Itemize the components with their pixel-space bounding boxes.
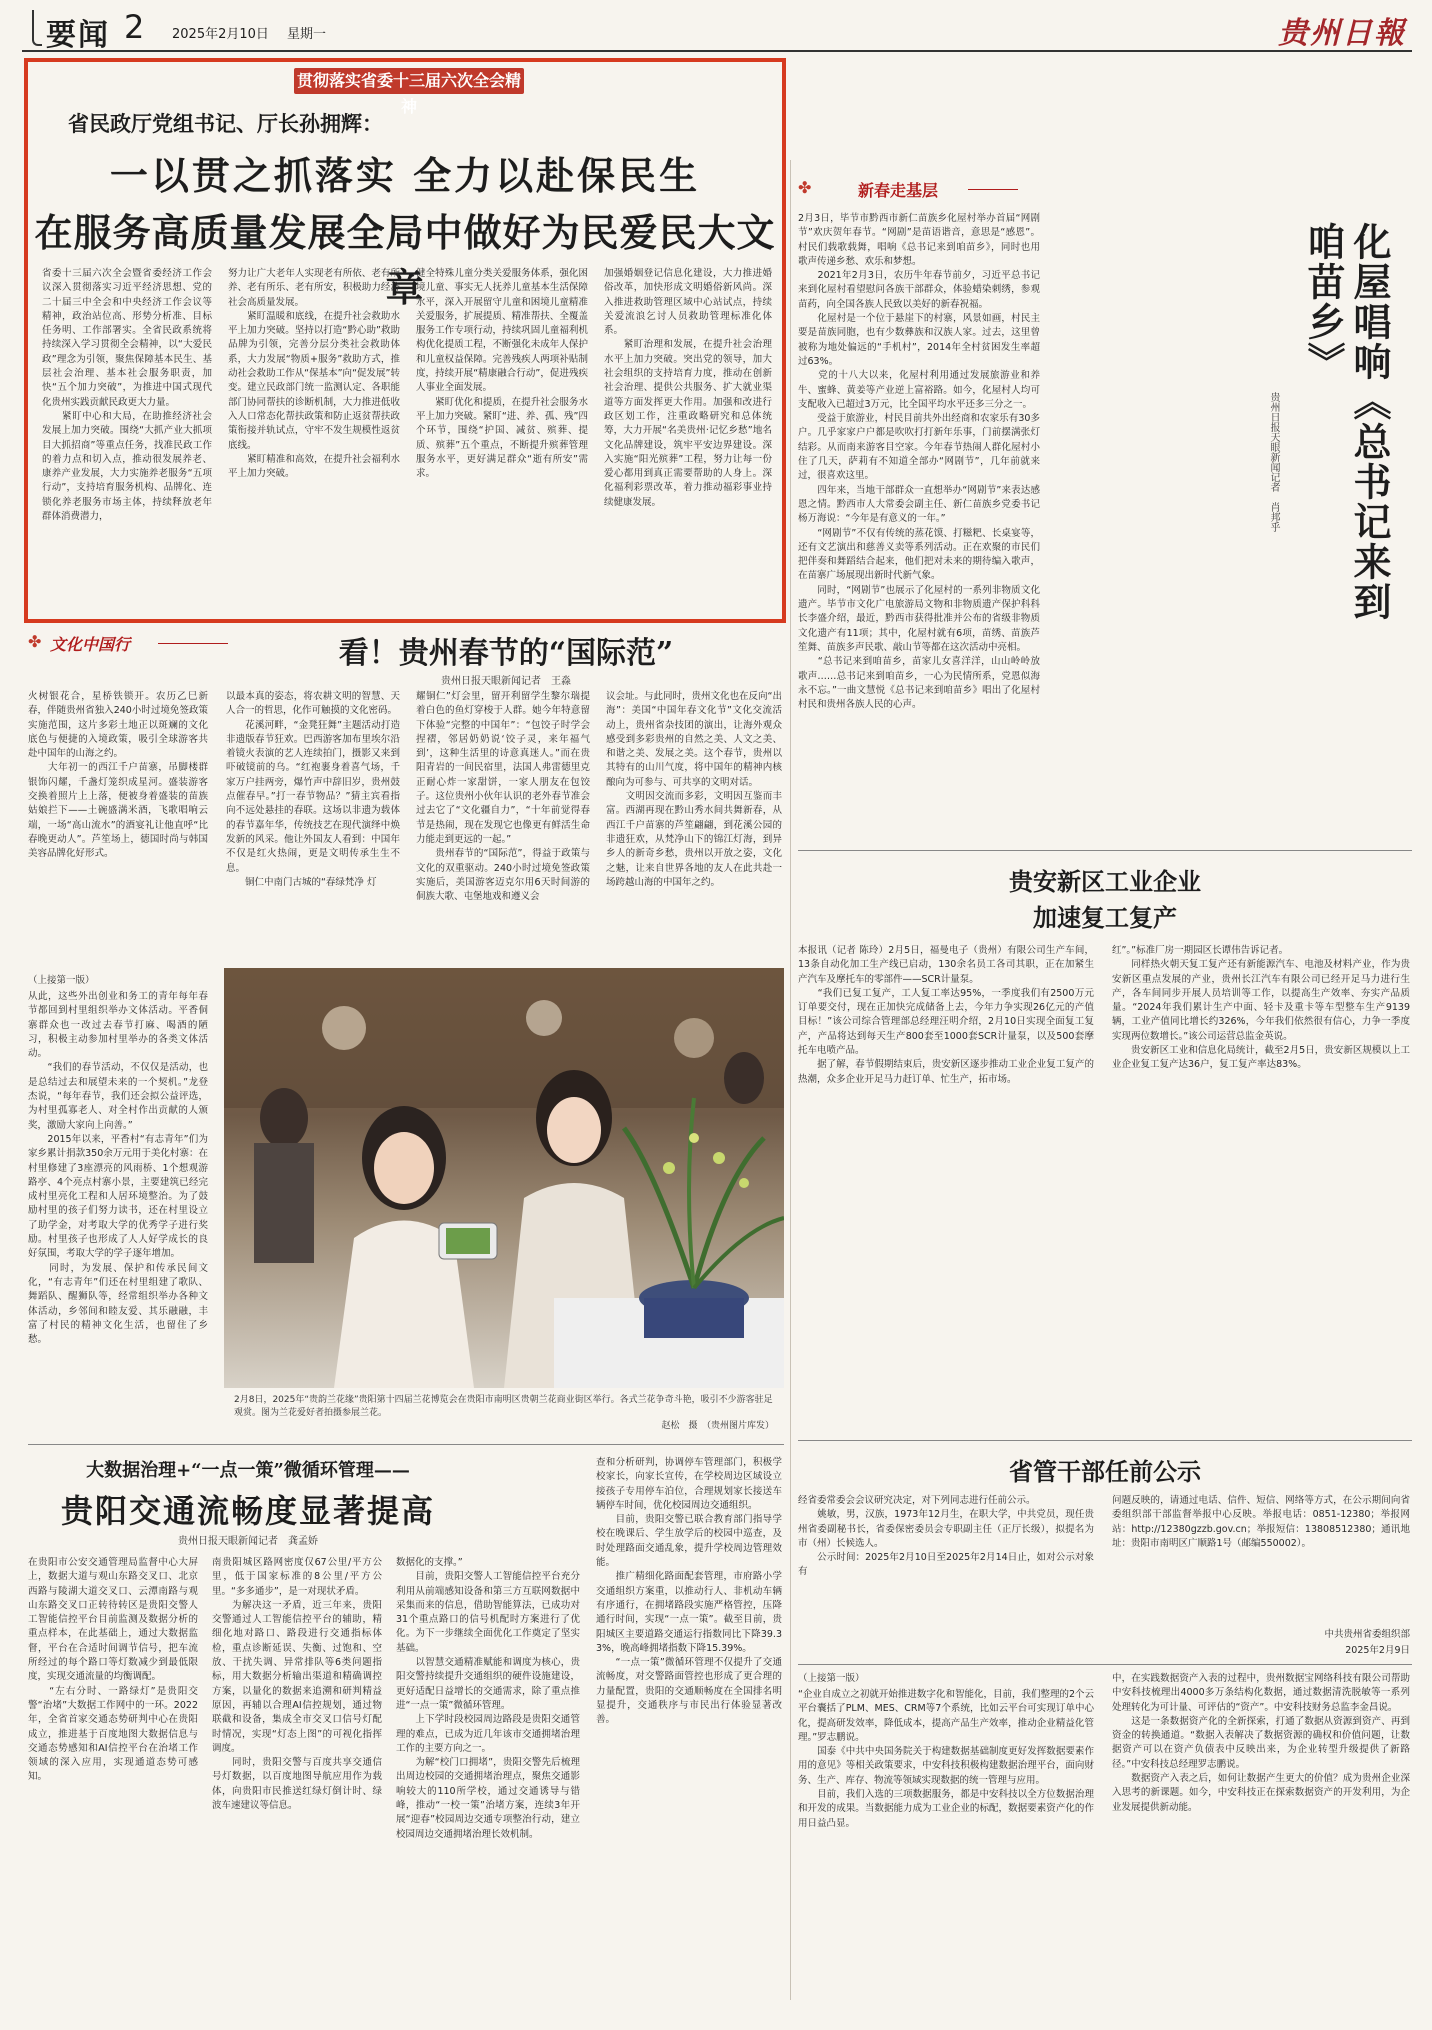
gongshi-col-1: 经省委常委会会议研究决定，对下列同志进行任前公示。 姚敏，男，汉族，1973年12月生，在职大学，中共党员，现任贵州省委副秘书长，省委保密委员会专职副主任（正厅长级），拟提名为市（州）长候选人。 公示时间：2025年2月10日至2025年2月14日止，如对公示对象有: [798, 1495, 1094, 1578]
right-column-divider: [790, 160, 791, 2000]
lead-title-line1: 一以贯之抓落实 全力以赴保民生: [109, 153, 701, 198]
lead-title-line2: 在服务高质量发展全局中做好为民爱民大文章: [34, 210, 776, 310]
section-bracket-icon: [32, 10, 42, 46]
xc-tag-rule: [968, 189, 1018, 190]
photo-orchid: [224, 968, 784, 1388]
traffic-title: 贵阳交通流畅度显著提高: [60, 1492, 435, 1530]
lead-article-box: [24, 58, 786, 623]
section-title: 要闻: [46, 18, 110, 53]
traffic-byline: 贵州日报天眼新闻记者 龚孟娇: [178, 1536, 318, 1547]
gongshi-title: 省管干部任前公示: [1009, 1457, 1201, 1486]
guian-title-line2: 加速复工复产: [1033, 903, 1177, 932]
page-number: 2: [124, 8, 145, 46]
masthead-logo: 贵州日報: [1278, 16, 1406, 51]
xc-body: 2月3日，毕节市黔西市新仁苗族乡化屋村举办首届“网剧节”欢庆贺年春节。“网剧”是苗语谐音，意思是“感恩”。村民们载歌载舞，唱响《总书记来到咱苗乡》，同时也用歌声传递乡愁、欢乐和梦想。 2021年2月3日，农历牛年春节前夕，习近平总书记来到化屋村看望慰问各族干部群众，体验蜡染刺绣，参观苗药，向全国各族人民致以美好的新春祝福。 化屋村是一个位于悬崖下的村寨，风景如画，村民主要是苗族同胞，也有少数彝族和汉族人家。过去，这里曾被称为地处偏远的“手机村”，2014年全村贫困发生率超过63%。 党的十八大以来，化屋村利用通过发展旅游业和养牛、蜜蜂、黄姜等产业逆上富裕路。如今，化屋村人均可支配收入已超过3万元，比全国平均水平还多三分之一。 受益于旅游业，村民目前共外出经商和农家乐有30多户。几乎家家户户都是吹吹打打新年乐事，门前摆满张灯结彩。从而南来游客目空家。今年春节热闹人群化屋村小住了几天，萨莉有不知道全部办“网剧节”，几年前就来过，很喜欢这里。 四年来，当地干部群众一直想举办“网剧节”来表达感恩之情。黔西市人大常委会副主任、新仁苗族乡党委书记杨万海说：“今年是有意义的一年。” “网剧节”不仅有传统的蒸花馍、打糍粑、长桌宴等，还有文艺演出和慈善义卖等系列活动。正在欢聚的市民们把伴奏和舞蹈结合起来，他们把对未来的期待编入歌声，在苗寨广场展现出新时代新气象。 同时，“网剧节”也展示了化屋村的一系列非物质文化遗产。毕节市文化广电旅游局文物和非物质遗产保护科科长李盛介绍，最近，黔西市获得批准并公布的省级非物质文化遗产有11项；其中，化屋村就有6项，苗绣、苗族芦笙舞、苗族多声民歌、敲山节等都在这次活动中亮相。 “总书记来到咱苗乡，苗家儿女喜洋洋，山山岭岭放歌声……总书记来到咱苗乡，一心为民情所系，党恩似海永不忘。”一曲文慧悦《总书记来到咱苗乡》唱出了化屋村村民和贵州各族人民的心声。: [798, 213, 1040, 711]
br-col-2: 中，在实践数据资产入表的过程中，贵州数据宝网络科技有限公司帮助中安科技梳理出4000多万条结构化数据，通过数据清洗脱敏等一系列处理转化为可计量、可评估的“资产”。中安科技财务总监李金昌说。 这是一条数据资产化的全新探索，打通了数据从资源到资产、再到资金的转换通道。“数据入表解决了数据资源的确权和价值问题，让数据资产可以在资产负债表中反映出来，为企业转型升级提供了新路径。”中安科技总经理罗志鹏说。 数据资产入表之后，如何让数据产生更大的价值？成为贵州企业深入思考的新课题。如今，中安科技正在探索数据资产的开发利用，为企业发展提供新动能。: [1112, 1673, 1410, 1813]
br-continuation-label: （上接第一版）: [798, 1673, 865, 1684]
lead-col-3: 健全特殊儿童分类关爱服务体系，强化困境儿童、事实无人抚养儿童基本生活保障水平，深入开展留守儿童和困境儿童精准关爱服务，扩展提质、精准帮扶、全覆盖服务工作专项行动，持续巩固儿童福利机构优化提质工程，不断强化未成年人保护和儿童权益保障。完善残疾人两项补贴制度，持续开展“精康融合行动”，促进残疾人事业全面发展。 紧盯优化和提质，在提升社会服务水平上加力突破。紧盯“进、养、孤、残”四个环节，围绕“护国、减贫、殡葬、提质、殡葬”五个重点，不断提升殡葬管理服务水平，更好满足群众“逝有所安”需求。: [416, 268, 588, 480]
divider-guian-gongshi: [798, 1440, 1412, 1441]
guian-col-2: 红”。”标准厂房一期园区长谭伟告诉记者。 同样热火朝天复工复产还有新能源汽车、电池及材料产业，作为贵安新区重点发展的产业，贵州长江汽车有限公司已经开足马力进行生产，各车间同步开展人员培训等工作，以提高生产效率、夯实产品质量。“2024年我们累计生产中面、轻卡及重卡等车型整车生产9139辆，工业产值同比增长约326%，今年我们依然很有信心，力争一季度实现两位数增长。”该公司运营总监金英说。 贵安新区工业和信息化局统计，截至2月5日，贵安新区规模以上工业企业复工复产达36户，复工复产率达83%。: [1112, 945, 1410, 1071]
lantern-icon: ✤: [28, 632, 42, 651]
gongshi-signature: 中共贵州省委组织部: [1324, 1629, 1410, 1640]
lantern-icon: ✤: [798, 178, 812, 197]
photo-credit: 赵松 摄 （贵州图片库发）: [661, 1421, 774, 1431]
wenhua-tag-rule: [158, 643, 228, 644]
xc-column-tag: [798, 178, 1018, 202]
wenhua-col-4: 议会址。与此同时，贵州文化也在反向“出海”：美国“中国年春文化节”文化交流活动上，贵州省杂技团的演出，让海外观众感受到多彩贵州的自然之美、人文之美、和谐之美、发展之美。这个春节，贵州以其特有的山川气度，将中国年的精神内核酿向为可参与、可共享的文明对话。 文明因交流而多彩，文明因互鉴而丰富。西湖再现在黔山秀水间共舞新春，从西江千户苗寨的芦笙翩翩，到花溪公园的非遗狂欢，从梵净山下的锦江灯海，到异乡人的新奇乡愁，贵州以开放之姿，文化之魅，让来自世界各地的友人在此共赴一场跨越山海的中国年之约。: [606, 691, 782, 888]
divider-wenhua-traffic: [28, 1444, 784, 1445]
wenhua-col-2: 以最本真的姿态，将农耕文明的智慧、天人合一的哲思，化作可触摸的文化密码。 花溪河畔，“金凳狂舞”主题活动打造非遗版春节狂欢。巴西游客加布里埃尔沿着镜火表演的艺人连续拍门，摄影又来到吓破镜前的乌。“红袍裹身着喜气场，千家万户挂两旁，爆竹声中辞旧岁，贵州鼓点催春早。”打一春节物品？”猜主宾看指向不远处悬挂的春联。这场以非遗为载体的春节嘉年华，传统技艺在现代演绎中焕发新的风采。他让外国友人看到：中国年不仅是红火热闹，更是文明传承生生不息。 铜仁中南门古城的“春绿梵净 灯: [226, 691, 400, 888]
photo-caption-text: 2月8日，2025年“贵韵兰花缘”贵阳第十四届兰花博览会在贵阳市南明区贵朝兰花商业街区举行。各式兰花争奇斗艳，吸引不少游客驻足观赏。图为兰花爱好者拍摄参展兰花。: [234, 1395, 773, 1418]
wenhua-title: 看！贵州春节的“国际范”: [338, 636, 674, 671]
xc-tag-text: 新春走基层: [858, 181, 939, 200]
traffic-col-4: 查和分析研判，协调停车管理部门，积极学校家长，向家长宣传，在学校周边区域设立接孩子专用停车泊位，合理规划家长接送车辆停车时间，优化校园周边交通组织。 目前，贵阳交警已联合教育部门指导学校在晚课后、学生放学后的校园中巡查，及时处理路面交通乱象，提升学校周边管理效能。 推广精细化路面配套管理，市府路小学交通组织方案重，以推动行人、非机动车辆有序通行，在拥堵路段实施严格管控，压降通行时间，实现“一点一策”。截至目前，贵阳城区主要道路交通运行指数同比下降39.33%，晚高峰拥堵指数下降15.39%。 “一点一策”微循环管理不仅提升了交通流畅度，对交警路面管控也形成了更合理的力量配置，贵阳的交通顺畅度在全国排名明显提升，交通秩序与市民出行体验显著改善。: [596, 1457, 782, 1726]
lead-banner-text: 贯彻落实省委十三届六次全会精神: [296, 71, 521, 116]
lead-banner: [294, 68, 524, 116]
guian-title-line1: 贵安新区工业企业: [1009, 867, 1201, 896]
wenhua-tag-text: 文化中国行: [50, 635, 131, 654]
issue-date: 2025年2月10日: [172, 27, 269, 42]
divider-gongshi-bottom: [798, 1664, 1412, 1665]
traffic-col-3: 数据化的支撑。” 目前，贵阳交警人工智能信控平台充分利用从前端感知设备和第三方互联网数据中采集而来的信息，借助智能算法，已成功对31个重点路口的信号机配时方案进行了优化。为下一步继续全面优化工作奠定了坚实基础。 以智慧交通精准赋能和调度为核心，贵阳交警持续提升交通组织的硬件设施建设，更好适配日益增长的交通需求，除了重点推进“一点一策”微循环管理。 上下学时段校园周边路段是贵阳交通管理的难点，已成为近几年该市交通拥堵治理工作的主要方向之一。 为解“校门口拥堵”，贵阳交警先后梳理出周边校园的交通拥堵治理点，聚焦交通影响较大的110所学校，通过交通诱导与错峰，推动“一校一策”治堵方案，连续3年开展“迎春”校园周边交通专项整治行动，建立校园周边交通拥堵治理长效机制。: [396, 1557, 580, 1840]
lead-col-1: 省委十三届六次全会暨省委经济工作会议深入贯彻落实习近平经济思想、党的二十届三中全会和中央经济工作会议等精神，政治站位高、形势分析准、目标任务明、工作部署实。全省民政系统将持续深入学习贯彻全会精神，以“大爱民政”理念为引领，聚焦保障基本民生、基层社会治理、基本社会服务职责，加快“五个加力突破”，为推进中国式现代化贵州实践贡献民政更大力量。 紧盯中心和大局，在助推经济社会发展上加力突破。围绕“大抓产业大抓项目大抓招商”等重点任务，找准民政工作的着力点和切入点，推动很发展养老、康养产业发展，大力实施养老服务“五项行动”，支持培育服务机构、品牌化、连锁化养老服务市场主体，持续释放老年群体消费潜力，: [42, 268, 212, 523]
header-rule: [22, 50, 1412, 52]
xc-title: [1300, 222, 1400, 652]
traffic-col-2: 南贵阳城区路网密度仅67公里/平方公里，低于国家标准的8公里/平方公里。“多多通步”，是一对现状矛盾。 为解决这一矛盾，近三年来，贵阳交警通过人工智能信控平台的辅助，精细化地对路口、路段进行交通指标体检，重点诊断延误、失衡、过饱和、空放、干扰失调、异常排队等6类问题指标，用大数据分析输出渠道和精确调控方案，以量化的数据来追溯和研判精益原因，再辅以合理AI信控规划，通过物联截和设备，集成全市交叉口信号灯配时情况，实现“灯态上图”的可视化指挥调度。 同时，贵阳交警与百度共享交通信号灯数据，以百度地图导航应用作为载体，向贵阳市民推送红绿灯倒计时、绿波车速建议等信息。: [212, 1557, 382, 1812]
lead-kicker: 省民政厅党组书记、厅长孙拥辉：: [68, 111, 383, 136]
lead-col-2: 努力让广大老年人实现老有所依、老有所养、老有所乐、老有所安，积极助力经济社会高质量发展。 紧盯温暖和底线，在提升社会救助水平上加力突破。坚持以打造“黔心助”救助品牌为引领，完善分层分类社会救助体系，大力发展“物质+服务”救助方式，推动社会救助工作从“保基本”向“促发展”转变。建立民政部门统一监测认定、各职能部门协同帮扶的诊断机制，大力推进低收入人口常态化帮扶政策和防止返贫帮扶政策衔接并轨试点，守牢不发生规模性返贫底线。 紧盯精准和高效，在提升社会福利水平上加力突破。: [228, 268, 400, 480]
br-col-1: “企业自成立之初就开始推进数字化和智能化，目前，我们整理的2个云平台囊括了PLM、MES、CRM等7个系统，比如云平台可实现订单中心化，提高研发效率，降低成本，提高产品生产效率，推动企业精益化管理。”罗志鹏说。 国泰《中共中央国务院关于构建数据基础制度更好发挥数据要素作用的意见》等相关政策要求，中安科技积极构建数据治理平台，面向财务、生产、库存、物流等领域实现数据的统一管理与应用。 目前，我们入选的三项数据服务，都是中安科技以全方位数据治理和开发的成果。当数据能力成为工业企业的标配，数据要素资产化的作用日益凸显。: [798, 1689, 1094, 1829]
wenhua-byline: 贵州日报天眼新闻记者 王淼: [441, 676, 571, 687]
photo-orchid-illustration: [224, 968, 784, 1388]
divider-xc-guian: [798, 850, 1412, 851]
gongshi-date: 2025年2月9日: [1345, 1645, 1410, 1656]
gongshi-col-2: 问题反映的，请通过电话、信件、短信、网络等方式，在公示期间向省委组织部干部监督举报中心反映。举报电话：0851-12380；举报网站：http://12380gzzb.gov.cn；举报短信：13808512380；通讯地址：贵阳市南明区广顺路1号（邮编550002）。: [1112, 1495, 1410, 1549]
wenhua-column-tag: [28, 630, 228, 656]
header-bar: [22, 8, 1412, 53]
photo-caption: [234, 1394, 774, 1433]
xc-byline: 贵州日报天眼新闻记者 肖邦乎: [1268, 392, 1279, 532]
guian-col-1: 本报讯（记者 陈玲）2月5日，福曼电子（贵州）有限公司生产车间，13条自动化加工生产线已启动，130余名员工各司其职，正在加紧生产汽车及摩托车的零部件——SCR计量泵。 “我们已复工复产，工人复工率达95%，一季度我们有2500万元订单要交付，现在正加快完成储备上去，今年力争实现26亿元的产值目标！”该公司综合管理部总经理汪明介绍，2月10日实现全面复工复产，产品将达到每天生产800套至1000套SCR计量泵，以及500套摩托车电喷产品。 据了解，春节假期结束后，贵安新区逐步推动工业企业复工复产的热潮，众多企业开足马力赶订单、忙生产，拓市场。: [798, 945, 1094, 1085]
wenhua-col-1: 火树银花合，星桥铁锁开。农历乙巳新春，伴随贵州省独入240小时过境免签政策实施范围，这片多彩土地正以斑斓的文化底色与便捷的入境政策，吸引全球游客共赴中国年的山海之约。 大年初一的西江千户苗寨，吊脚楼群银饰闪耀，千盏灯笼织成星河。盛装游客交换着照片上上落，便被身着盛装的苗族姑娘拦下——土碗盛满米酒，飞歌唱响云端，一场“高山流水”的酒宴礼让他直呼“比春晚更动人”。芦笙场上，德国时尚与韩国美容品牌化好形式。: [28, 691, 208, 860]
wenhua-col-3: 耀铜仁”灯会里，留开利留学生黎尔瑞提着白色的鱼灯穿梭于人群。她今年特意留下体验“完整的中国年”：“包饺子时学会捏褶，邻居奶奶说‘饺子灵，来年福气到’，这种生活里的诗意真迷人。”而在贵阳青岩的一间民宿里，法国人弗雷德里克正耐心炸一家甜饼，一家人朋友在包饺子。这位贵州小伙年认识的老外春节准会过去它了“文化疆自力”，“十年前觉得春节是热闹，现在发现它也像更有鲜活生命力能走到更远的一起。” 贵州春节的“国际范”，得益于政策与文化的双重驱动。240小时过境免签政策实施后，美国游客迈克尔用6天时间游的侗族大歌、屯堡地戏和遵义会: [416, 691, 590, 903]
issue-weekday: 星期一: [287, 27, 327, 42]
traffic-col-1: 在贵阳市公安交通管理局监督中心大屏上，数据大道与观山东路交叉口、北京西路与陵湖大道交叉口、云潭南路与观山东路交叉口正转待转区是贵阳交警人工智能信控平台目前监测及数据分析的重点样本，在此基础上，通过大数据监督，平台在合适时间调节信号，把车流所经过的每个路口等灯数减少到最低限度，实现交通流量的均衡调配。 “左右分时、一路绿灯”是贵阳交警“治堵”大数据工作网中的一环。2022年，全省首家交通态势研判中心在贵阳成立，推进基于百度地图大数据信息与交通态势感知和AI信控平台在治堵工作领域的深入应用，实现通道态势可感知。: [28, 1557, 198, 1783]
wenhua-cont-text: 从此，这些外出创业和务工的青年每年春节都回到村里组织举办文体活动。平香侗寨群众也一改过去春节打麻、喝酒的陋习，积极主动参加村里举办的各类文体活动。 “我们的春节活动，不仅仅是活动，也是总结过去和展望未来的一个契机。”龙登杰说，“每年春节，我们还会拟公益评选，为村里孤寡老人、对全村作出贡献的人颁奖，激励大家向上向善。” 2015年以来，平香村“有志青年”们为家乡累计捐款350余万元用于美化村寨：在村里修建了3座漂亮的风雨桥、1个想观游路亭、4个亮点村寨小景，主要建筑已经完成村里亮化工程和人居环境整治。为了鼓励村里的孩子们努力读书，还在村里设立了助学金，对考取大学的优秀学子进行奖励。村里孩子也形成了人人好学成长的良好氛围，考取大学的学子逐年增加。 同时，为发展、保护和传承民间文化，“有志青年”们还在村里组建了歌队、舞蹈队、醒狮队等，经常组织举办各种文体活动，乡邻间和睦友爱、其乐融融，丰富了村民的精神文化生活，也留住了乡愁。: [28, 991, 208, 1346]
wenhua-cont-label: （上接第一版）: [28, 975, 95, 986]
xc-title-text: 化屋唱响《总书记来到咱苗乡》: [1301, 222, 1392, 622]
traffic-kicker: 大数据治理+“一点一策”微循环管理——: [86, 1460, 410, 1481]
lead-col-4: 加强婚姻登记信息化建设，大力推进婚俗改革，加快形成文明婚俗新风尚。深入推进救助管理区域中心站试点，持续关爱流浪乞讨人员救助管理标准化体系。 紧盯治理和发展，在提升社会治理水平上加力突破。突出党的领导，加大社会组织的支持培育力度，推动在创新社会治理、提供公共服务、扩大就业渠道等方面发挥更大作用。加强和改进行政区划工作，注重政略研究和总体统筹，大力开展“名美贵州·记忆乡愁”地名文化品牌建设，筑牢平安边界建设。深入实施“阳光殡葬”工程，努力让每一份爱心都用到真正需要帮助的人身上。深化福利彩票改革，着力推动福彩事业持续健康发展。: [604, 268, 772, 508]
